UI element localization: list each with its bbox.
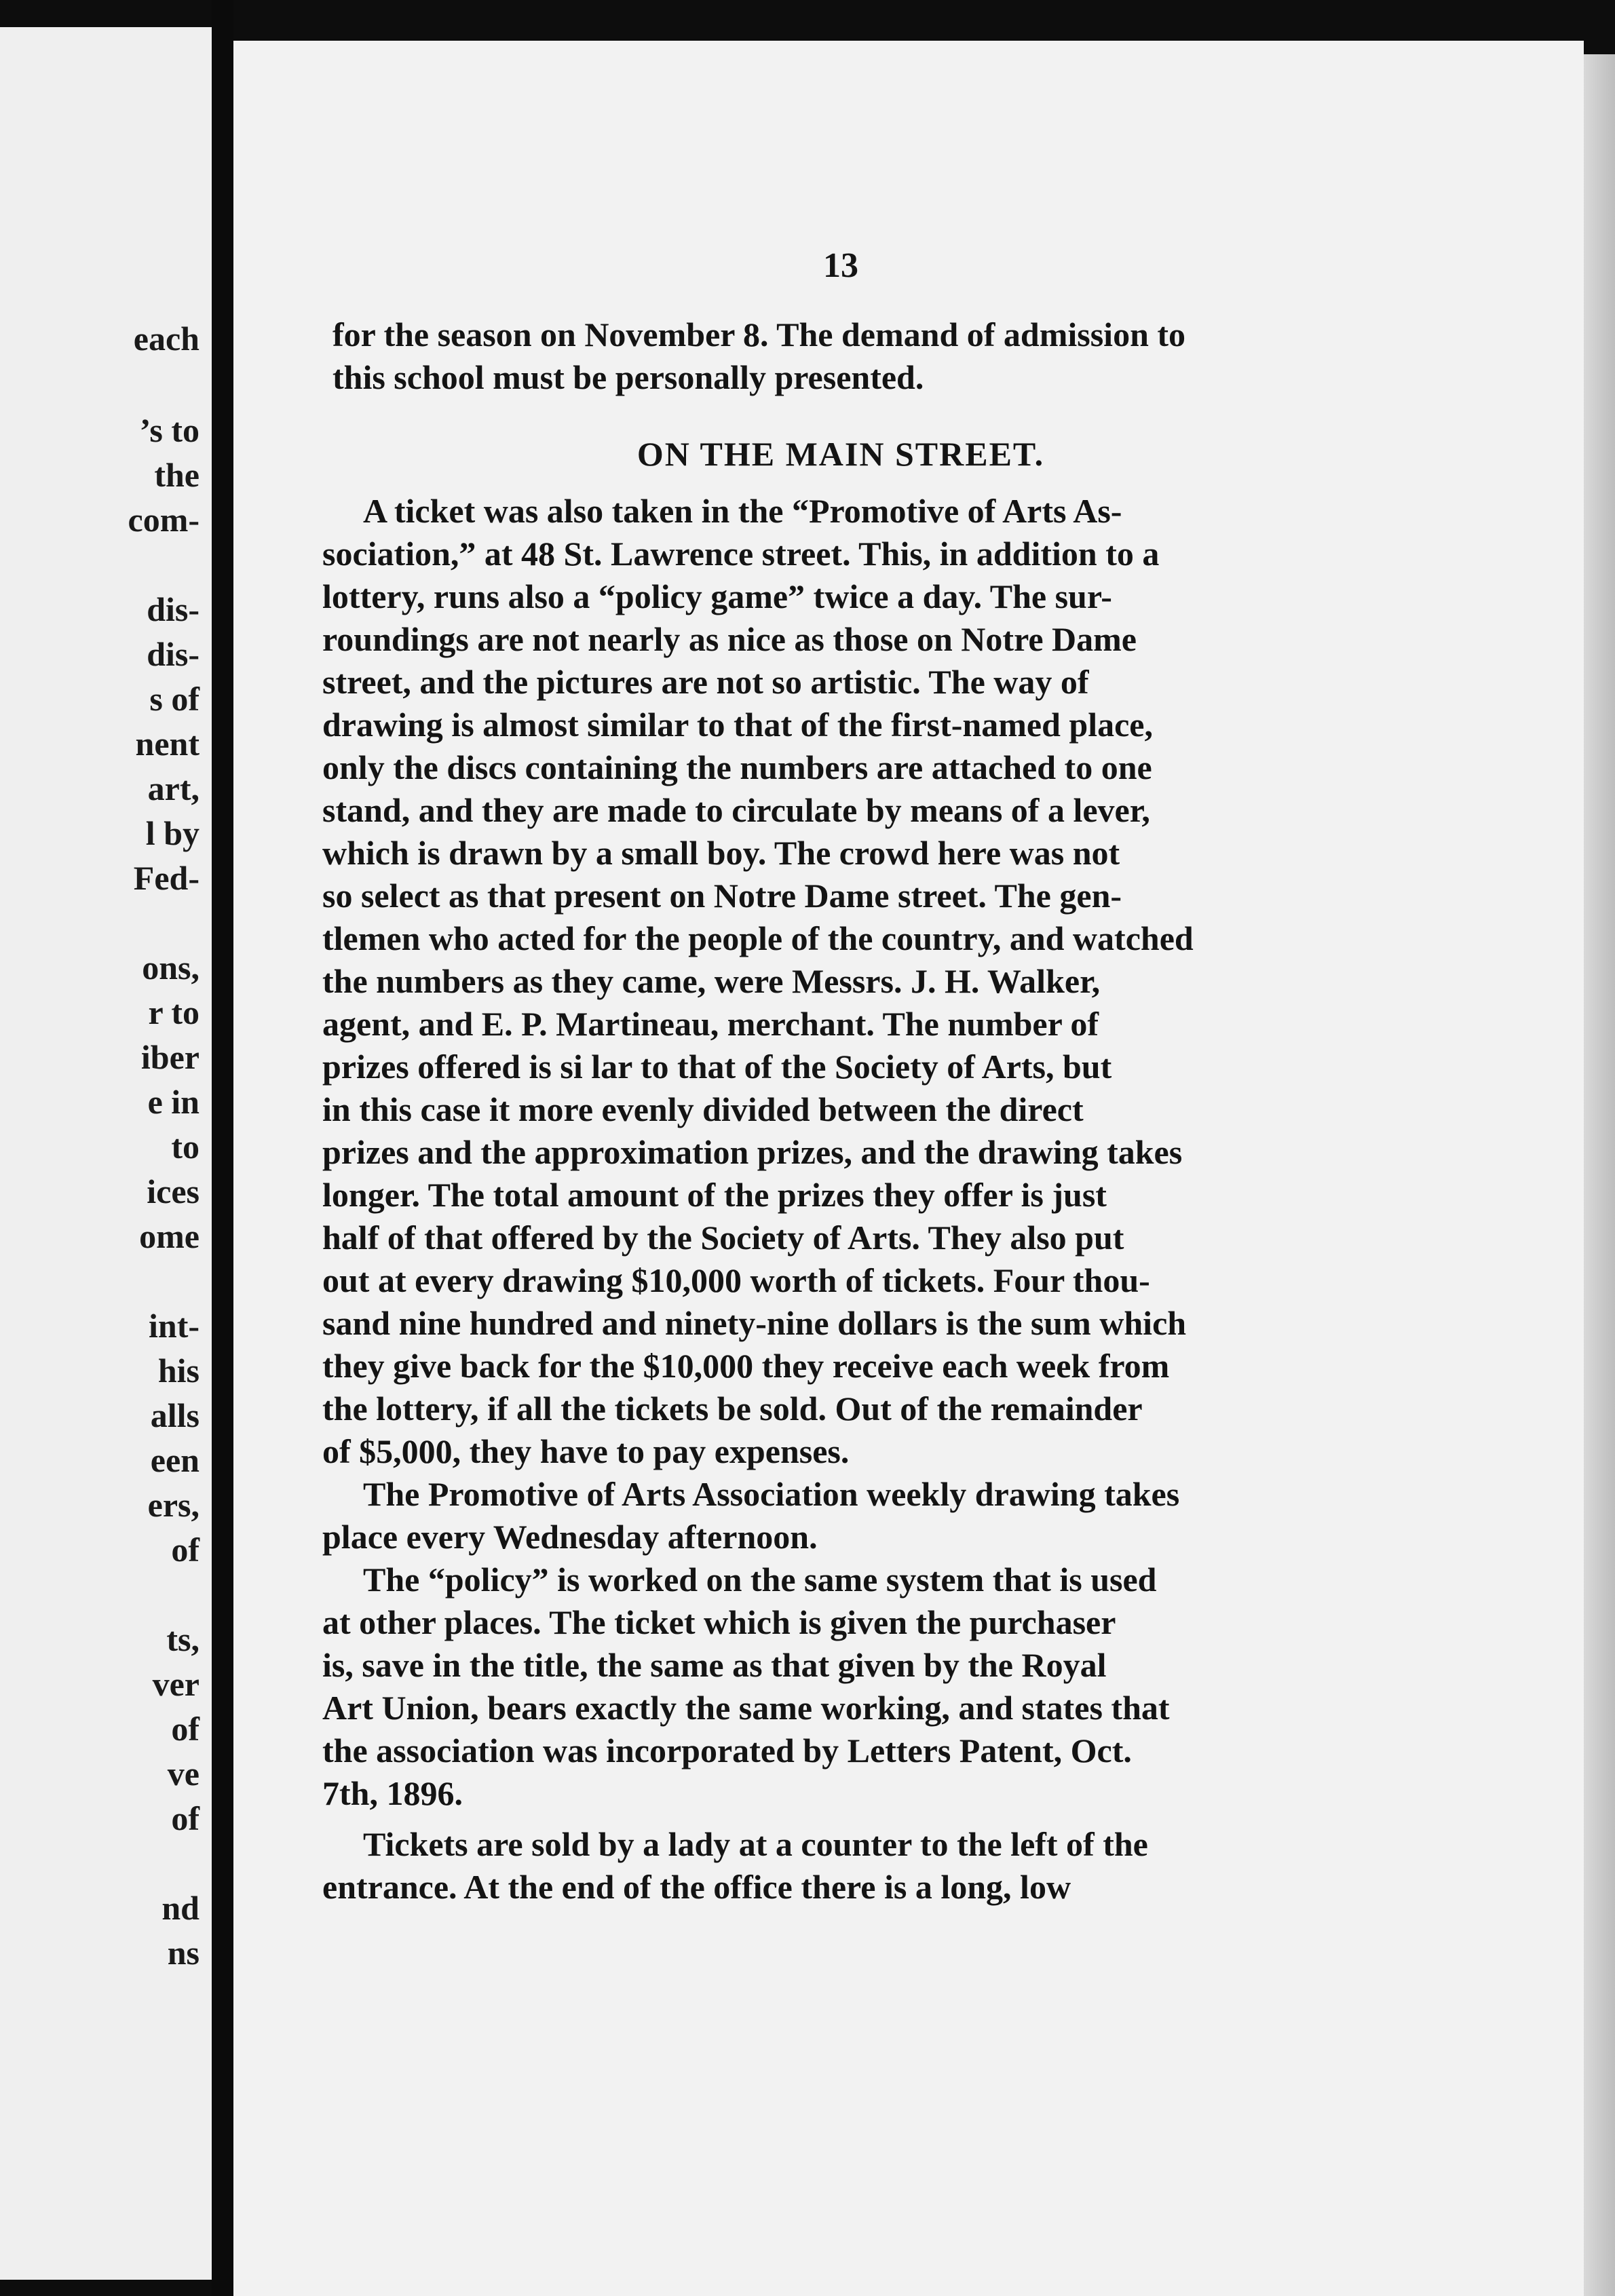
text-line: prizes and the approximation prizes, and the drawing takes xyxy=(322,1133,1183,1171)
intro-paragraph xyxy=(332,313,1369,399)
left-fragment: e in xyxy=(147,1083,200,1121)
text-line: The “policy” is worked on the same system that is used xyxy=(363,1561,1157,1599)
left-fragment: s of xyxy=(149,680,200,718)
left-fragment: r to xyxy=(148,993,200,1031)
left-page xyxy=(0,27,212,2280)
text-line: half of that offered by the Society of Arts. They also put xyxy=(322,1219,1124,1257)
text-line: tlemen who acted for the people of the country, and watched xyxy=(322,919,1194,957)
left-fragment: ’s to xyxy=(139,411,200,449)
book-gutter xyxy=(212,0,233,2296)
text-line: the lottery, if all the tickets be sold. Out of the remainder xyxy=(322,1390,1143,1428)
left-fragment: alls xyxy=(150,1396,200,1434)
left-fragment: ices xyxy=(147,1172,200,1210)
text-line: longer. The total amount of the prizes they offer is just xyxy=(322,1176,1107,1214)
text-line: sociation,” at 48 St. Lawrence street. This, in addition to a xyxy=(322,535,1160,573)
text-line: drawing is almost similar to that of the first-named place, xyxy=(322,706,1153,744)
text-line: the association was incorporated by Letters Patent, Oct. xyxy=(322,1731,1132,1769)
text-line: only the discs containing the numbers are attached to one xyxy=(322,748,1152,786)
body-text xyxy=(322,490,1359,1909)
section-heading: ON THE MAIN STREET. xyxy=(636,435,1045,473)
left-fragment: iber xyxy=(140,1038,200,1076)
text-line: so select as that present on Notre Dame street. The gen- xyxy=(322,877,1122,915)
left-fragment: l by xyxy=(145,814,200,852)
text-line: they give back for the $10,000 they receive each week from xyxy=(322,1347,1170,1385)
text-line: lottery, runs also a “policy game” twice a day. The sur- xyxy=(322,577,1112,615)
left-fragment: his xyxy=(157,1352,200,1390)
text-line: this school must be personally presented. xyxy=(332,358,924,396)
left-fragment: the xyxy=(154,456,200,494)
left-fragment: nd xyxy=(162,1889,200,1927)
text-line: entrance. At the end of the office there is a long, low xyxy=(322,1868,1071,1906)
page-number: 13 xyxy=(823,246,858,285)
left-fragment: com- xyxy=(128,501,200,539)
left-fragment: to xyxy=(171,1128,200,1166)
text-line: agent, and E. P. Martineau, merchant. The number of xyxy=(322,1005,1099,1043)
text-line: at other places. The ticket which is given the purchaser xyxy=(322,1603,1116,1641)
text-line: stand, and they are made to circulate by means of a lever, xyxy=(322,791,1150,829)
text-line: out at every drawing $10,000 worth of tickets. Four thou- xyxy=(322,1261,1150,1299)
text-line: for the season on November 8. The demand of admission to xyxy=(332,315,1186,353)
left-fragment: dis- xyxy=(147,635,200,673)
left-fragment: ons, xyxy=(142,949,200,987)
left-fragment: Fed- xyxy=(133,859,200,897)
left-fragment: ver xyxy=(152,1665,200,1703)
text-line: which is drawn by a small boy. The crowd here was not xyxy=(322,834,1120,872)
text-line: prizes offered is si lar to that of the Society of Arts, but xyxy=(322,1048,1112,1086)
page-edge xyxy=(1584,54,1615,2296)
text-line: Art Union, bears exactly the same working, and states that xyxy=(322,1689,1170,1727)
left-fragment: ns xyxy=(167,1934,200,1972)
left-fragment: ve xyxy=(167,1755,200,1793)
left-fragment: dis- xyxy=(147,590,200,628)
text-line: Tickets are sold by a lady at a counter to the left of the xyxy=(363,1825,1148,1863)
text-line: sand nine hundred and ninety-nine dollars is the sum which xyxy=(322,1304,1187,1342)
left-fragment: each xyxy=(133,320,200,358)
left-fragment: nent xyxy=(135,725,200,763)
left-fragment: een xyxy=(150,1441,200,1479)
text-line: The Promotive of Arts Association weekly drawing takes xyxy=(363,1475,1180,1513)
left-fragment: ome xyxy=(139,1217,200,1255)
text-line: place every Wednesday afternoon. xyxy=(322,1518,818,1556)
left-fragment: of xyxy=(171,1531,200,1569)
left-fragment: of xyxy=(171,1799,200,1837)
text-line: in this case it more evenly divided between the direct xyxy=(322,1090,1084,1128)
text-line: A ticket was also taken in the “Promotive of Arts As- xyxy=(363,492,1122,530)
left-fragment: ers, xyxy=(147,1486,200,1524)
text-line: the numbers as they came, were Messrs. J. H. Walker, xyxy=(322,962,1101,1000)
text-line: 7th, 1896. xyxy=(322,1774,463,1812)
left-fragment: of xyxy=(171,1710,200,1748)
text-line: is, save in the title, the same as that given by the Royal xyxy=(322,1646,1107,1684)
left-fragment: ts, xyxy=(166,1620,200,1658)
text-line: street, and the pictures are not so artistic. The way of xyxy=(322,663,1089,701)
text-line: of $5,000, they have to pay expenses. xyxy=(322,1432,850,1470)
left-fragment: art, xyxy=(147,769,200,807)
left-fragment: int- xyxy=(149,1307,200,1345)
text-line: roundings are not nearly as nice as those on Notre Dame xyxy=(322,620,1137,658)
